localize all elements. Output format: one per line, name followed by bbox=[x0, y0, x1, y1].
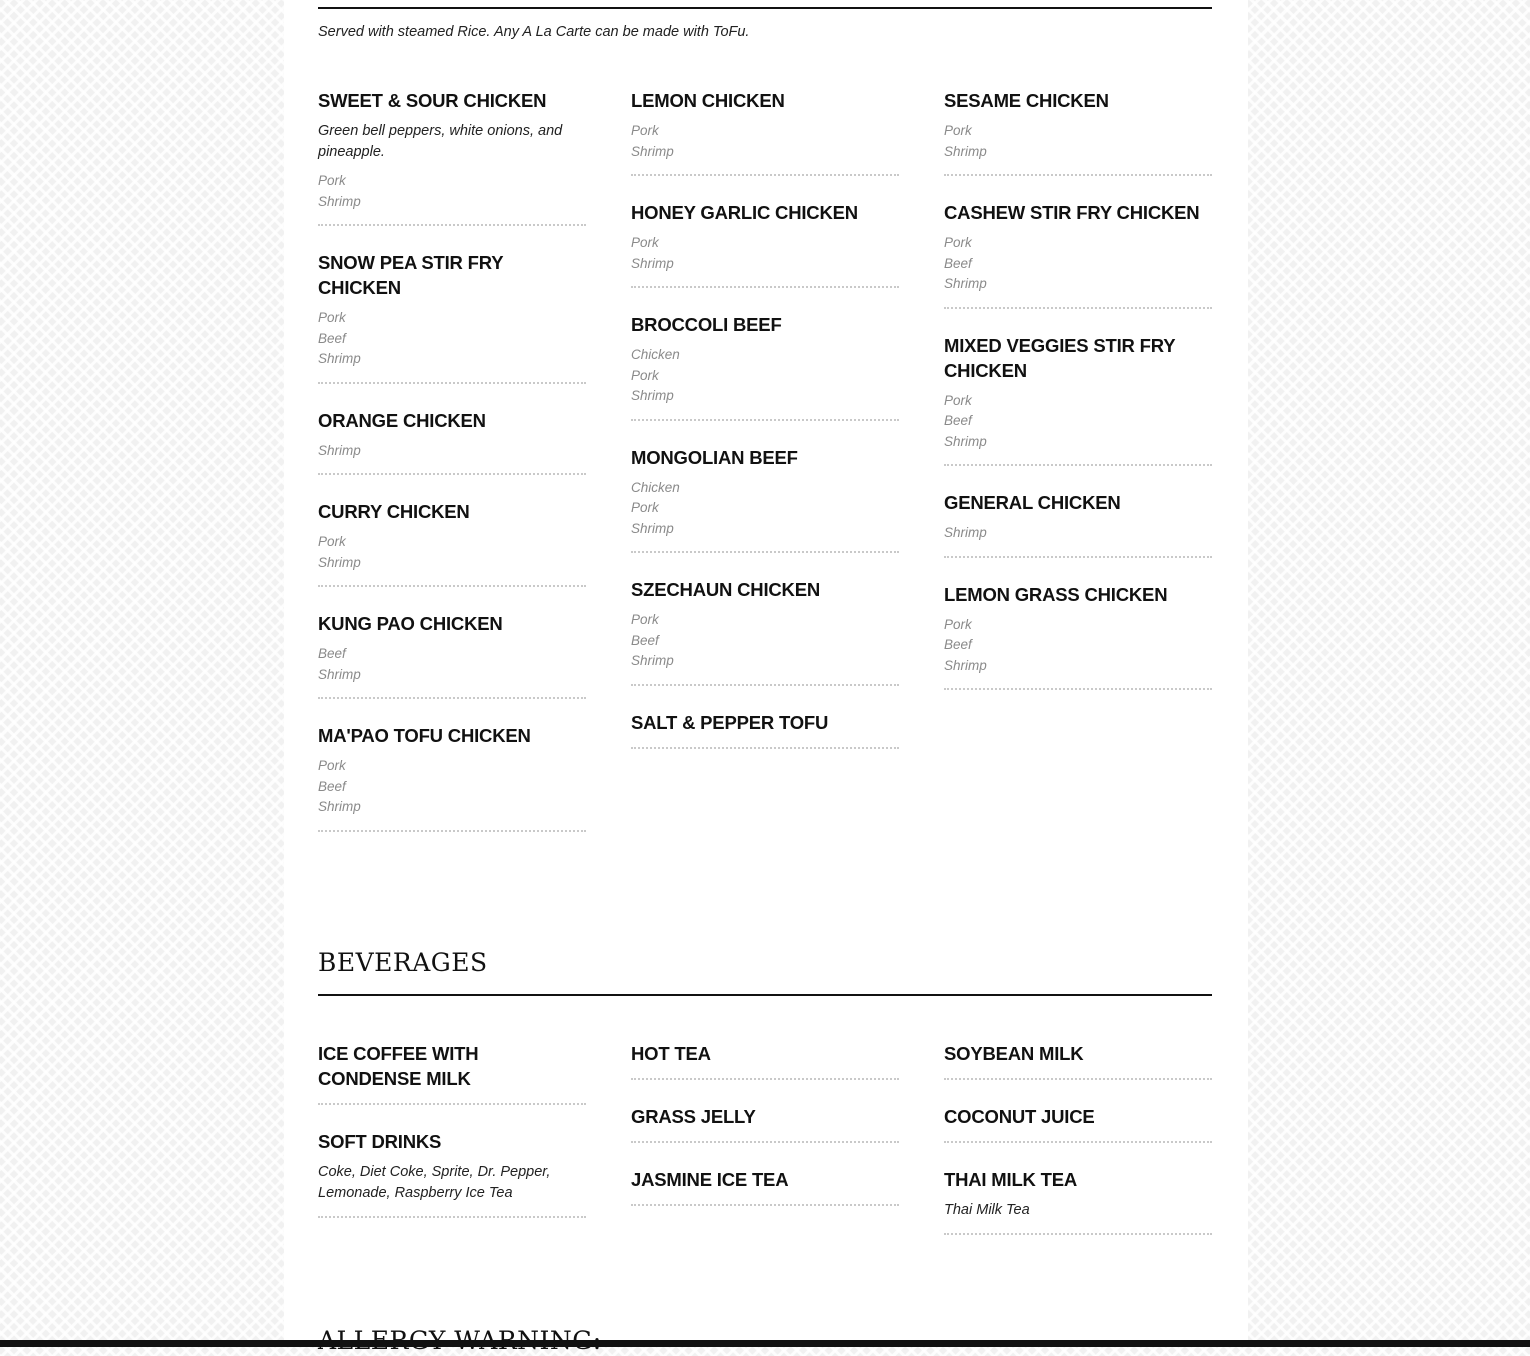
menu-column bbox=[631, 88, 899, 856]
dotted-leader bbox=[631, 551, 899, 553]
menu-item-variants bbox=[944, 391, 1212, 453]
menu-item-name: GRASS JELLY bbox=[631, 1106, 756, 1127]
menu-item-variants bbox=[944, 121, 1212, 162]
dotted-leader bbox=[318, 830, 586, 832]
dotted-leader bbox=[944, 688, 1212, 690]
menu-item-variants bbox=[944, 523, 1212, 544]
menu-item-name: BROCCOLI BEEF bbox=[631, 314, 782, 335]
menu-item[interactable] bbox=[944, 1104, 1212, 1167]
menu-page bbox=[284, 0, 1248, 1347]
menu-item-variants bbox=[318, 308, 586, 370]
menu-item-name: SOFT DRINKS bbox=[318, 1131, 442, 1152]
menu-item-variants bbox=[318, 441, 586, 462]
menu-item-variant: Shrimp bbox=[631, 653, 674, 668]
menu-item-variant: Beef bbox=[318, 646, 346, 661]
menu-item-variants bbox=[944, 233, 1212, 295]
menu-item-name: GENERAL CHICKEN bbox=[944, 492, 1121, 513]
allergy-warning-title bbox=[318, 1326, 602, 1340]
menu-item-variant: Pork bbox=[944, 616, 972, 632]
menu-column bbox=[944, 88, 1212, 856]
menu-item-name: SOYBEAN MILK bbox=[944, 1043, 1084, 1064]
menu-item-variant: Chicken bbox=[631, 347, 680, 362]
menu-item-variants bbox=[944, 615, 1212, 677]
alacarte-menu-grid bbox=[318, 88, 1212, 856]
menu-item-name: CASHEW STIR FRY CHICKEN bbox=[944, 202, 1200, 223]
dotted-leader bbox=[944, 556, 1212, 558]
menu-item-variant: Beef bbox=[944, 637, 972, 652]
dotted-leader bbox=[318, 224, 586, 226]
menu-item-variant: Pork bbox=[318, 310, 346, 325]
menu-item-name: ICE COFFEE WITH CONDENSE MILK bbox=[318, 1043, 479, 1089]
menu-item-name: MONGOLIAN BEEF bbox=[631, 446, 798, 468]
menu-item-variant: Beef bbox=[318, 778, 346, 794]
dotted-leader bbox=[318, 1216, 586, 1218]
menu-column bbox=[318, 88, 586, 856]
menu-item-name: MIXED VEGGIES STIR FRY CHICKEN bbox=[944, 334, 1176, 381]
menu-item-name: HONEY GARLIC CHICKEN bbox=[631, 202, 858, 223]
dotted-leader bbox=[944, 1233, 1212, 1235]
menu-item-variants bbox=[631, 345, 899, 407]
menu-item-name: KUNG PAO CHICKEN bbox=[318, 613, 503, 634]
menu-item-variant: Shrimp bbox=[944, 525, 987, 540]
dotted-leader bbox=[944, 464, 1212, 466]
menu-item[interactable] bbox=[318, 88, 586, 250]
section-divider bbox=[318, 7, 1212, 9]
menu-item[interactable] bbox=[631, 1104, 899, 1167]
dotted-leader bbox=[944, 1078, 1212, 1080]
dotted-leader bbox=[318, 585, 586, 587]
menu-item[interactable] bbox=[318, 408, 586, 500]
menu-item-variant: Pork bbox=[944, 235, 972, 250]
menu-item[interactable] bbox=[318, 250, 586, 408]
menu-item-variant: Pork bbox=[944, 392, 972, 408]
menu-item[interactable] bbox=[944, 200, 1212, 333]
dotted-leader bbox=[631, 1204, 899, 1206]
menu-item[interactable] bbox=[944, 490, 1212, 582]
menu-item-name: SWEET & SOUR CHICKEN bbox=[318, 90, 547, 111]
beverages-menu-grid bbox=[318, 1041, 1212, 1259]
menu-item-variant: Shrimp bbox=[318, 666, 361, 682]
dotted-leader bbox=[944, 1141, 1212, 1143]
menu-column bbox=[631, 1041, 899, 1259]
menu-item-variants bbox=[631, 610, 899, 672]
dotted-leader bbox=[631, 1141, 899, 1143]
menu-item-name: SESAME CHICKEN bbox=[944, 90, 1109, 111]
menu-item-name: LEMON GRASS CHICKEN bbox=[944, 583, 1168, 605]
dotted-leader bbox=[631, 1078, 899, 1080]
dotted-leader bbox=[631, 174, 899, 176]
menu-item-variant: Shrimp bbox=[631, 388, 674, 403]
menu-item-variants bbox=[318, 756, 586, 818]
menu-item-variant: Pork bbox=[631, 500, 659, 515]
menu-item[interactable] bbox=[944, 88, 1212, 200]
menu-item-description: Green bell peppers, white onions, and pineapple. bbox=[318, 123, 563, 160]
menu-item[interactable] bbox=[944, 333, 1212, 491]
menu-item-variant: Beef bbox=[944, 413, 972, 428]
menu-item[interactable] bbox=[631, 312, 899, 445]
menu-item-variant: Pork bbox=[631, 367, 659, 383]
menu-item-variant: Pork bbox=[318, 173, 346, 188]
menu-item-variant: Beef bbox=[631, 632, 659, 648]
menu-item[interactable] bbox=[631, 445, 899, 578]
menu-item-variant: Shrimp bbox=[944, 143, 987, 159]
dotted-leader bbox=[944, 174, 1212, 176]
menu-item-variant: Pork bbox=[631, 123, 659, 138]
menu-item-variants bbox=[318, 171, 586, 212]
dotted-leader bbox=[944, 307, 1212, 309]
menu-item-variant: Beef bbox=[318, 330, 346, 346]
menu-item-variant: Shrimp bbox=[318, 554, 361, 570]
menu-item-variant: Shrimp bbox=[631, 143, 674, 159]
alacarte-note: Served with steamed Rice. Any A La Carte can be made with ToFu. bbox=[318, 24, 750, 40]
menu-item-variant: Chicken bbox=[631, 479, 680, 495]
menu-item-name: LEMON CHICKEN bbox=[631, 90, 785, 111]
menu-item-variant: Shrimp bbox=[944, 433, 987, 449]
menu-column bbox=[318, 1041, 586, 1259]
menu-item[interactable] bbox=[318, 1041, 586, 1129]
menu-column bbox=[944, 1041, 1212, 1259]
section-divider bbox=[318, 994, 1212, 996]
menu-item-variant: Shrimp bbox=[944, 276, 987, 291]
menu-item-name: SALT & PEPPER TOFU bbox=[631, 711, 829, 733]
dotted-leader bbox=[631, 747, 899, 749]
menu-item[interactable] bbox=[631, 1041, 899, 1104]
menu-item-variant: Shrimp bbox=[318, 442, 361, 458]
beverages-title: BEVERAGES bbox=[318, 948, 488, 977]
menu-item[interactable] bbox=[944, 582, 1212, 715]
menu-item-variant: Pork bbox=[944, 123, 972, 138]
menu-item-name: SNOW PEA STIR FRY CHICKEN bbox=[318, 252, 504, 298]
dotted-leader bbox=[318, 1103, 586, 1105]
menu-item-variants bbox=[631, 478, 899, 540]
menu-item[interactable] bbox=[631, 88, 899, 200]
menu-item-name: JASMINE ICE TEA bbox=[631, 1169, 789, 1190]
menu-item[interactable] bbox=[318, 1129, 586, 1242]
menu-item[interactable] bbox=[631, 710, 899, 773]
menu-item[interactable] bbox=[318, 611, 586, 723]
menu-item-variant: Shrimp bbox=[631, 520, 674, 536]
dotted-leader bbox=[631, 419, 899, 421]
dotted-leader bbox=[318, 697, 586, 699]
dotted-leader bbox=[318, 473, 586, 475]
menu-item-name: COCONUT JUICE bbox=[944, 1106, 1095, 1127]
dotted-leader bbox=[631, 286, 899, 288]
menu-item-variant: Shrimp bbox=[318, 193, 361, 209]
menu-item-description: Coke, Diet Coke, Sprite, Dr. Pepper, Lemonade, Raspberry Ice Tea bbox=[318, 1164, 551, 1201]
menu-item-variants bbox=[631, 121, 899, 162]
menu-item-variant: Pork bbox=[318, 534, 346, 549]
dotted-leader bbox=[631, 684, 899, 686]
menu-item-variant: Pork bbox=[318, 758, 346, 773]
menu-item[interactable] bbox=[318, 723, 586, 856]
bottom-bar bbox=[0, 1340, 1530, 1347]
menu-item[interactable] bbox=[631, 577, 899, 710]
menu-item-variant: Pork bbox=[631, 612, 659, 627]
menu-item-variant: Shrimp bbox=[318, 799, 361, 814]
menu-item[interactable] bbox=[944, 1167, 1212, 1259]
menu-item-variants bbox=[318, 644, 586, 685]
menu-item[interactable] bbox=[944, 1041, 1212, 1104]
menu-item-variants bbox=[318, 532, 586, 573]
dotted-leader bbox=[318, 382, 586, 384]
menu-item-name: THAI MILK TEA bbox=[944, 1169, 1078, 1190]
menu-item-variant: Pork bbox=[631, 235, 659, 250]
menu-item-name: CURRY CHICKEN bbox=[318, 501, 470, 522]
menu-item-description: Thai Milk Tea bbox=[944, 1202, 1030, 1218]
menu-item-name: ORANGE CHICKEN bbox=[318, 409, 486, 431]
menu-item-name: MA'PAO TOFU CHICKEN bbox=[318, 725, 531, 746]
menu-item[interactable] bbox=[318, 499, 586, 611]
menu-item-variant: Shrimp bbox=[631, 255, 674, 271]
menu-item-name: HOT TEA bbox=[631, 1043, 711, 1064]
menu-item-variants bbox=[631, 233, 899, 274]
menu-item-variant: Shrimp bbox=[944, 657, 987, 673]
menu-item-name: SZECHAUN CHICKEN bbox=[631, 579, 820, 600]
menu-item-variant: Beef bbox=[944, 255, 972, 271]
menu-item[interactable] bbox=[631, 200, 899, 312]
menu-item-variant: Shrimp bbox=[318, 351, 361, 366]
menu-item[interactable] bbox=[631, 1167, 899, 1230]
